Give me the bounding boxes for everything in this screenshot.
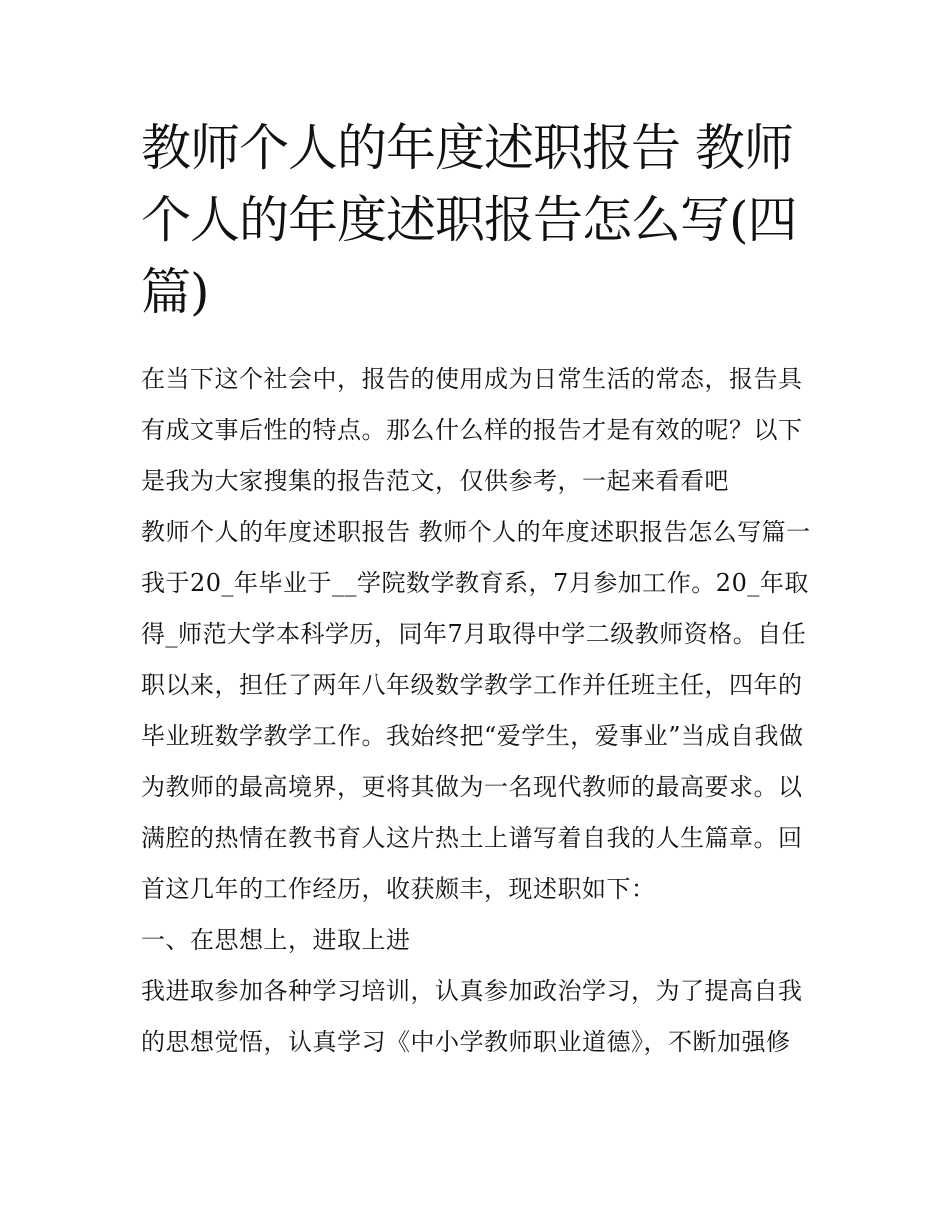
intro-paragraph: 在当下这个社会中，报告的使用成为日常生活的常态，报告具有成文事后性的特点。那么什么样的报告才是有效的呢？以下是我为大家搜集的报告范文，仅供参考，一起来看看吧 bbox=[141, 365, 803, 495]
body-paragraph: 我进取参加各种学习培训，认真参加政治学习，为了提高自我的思想觉悟，认真学习《中小学教师职业道德》，不断加强修 bbox=[141, 977, 803, 1056]
body-paragraph: 我于20_年毕业于__学院数学教育系，7月参加工作。20_年取得_师范大学本科学历，同年7月取得中学二级教师资格。自任职以来，担任了两年八年级数学教学工作并任班主任，四年的毕业班数学教学工作。我始终把“爱学生，爱事业”当成自我做为教师的最高境界，更将其做为一名现代教师的最高要求。以满腔的热情在教书育人这片热土上谱写着自我的人生篇章。回首这几年的工作经历，收获颇丰，现述职如下： bbox=[141, 569, 809, 903]
section-heading: 教师个人的年度述职报告 教师个人的年度述职报告怎么写篇一 bbox=[141, 518, 811, 546]
subsection-heading: 一、在思想上，进取上进 bbox=[141, 926, 411, 954]
document-content bbox=[141, 112, 813, 1068]
document-title: 教师个人的年度述职报告 教师个人的年度述职报告怎么写(四篇) bbox=[141, 119, 797, 321]
document-body bbox=[141, 354, 813, 1068]
